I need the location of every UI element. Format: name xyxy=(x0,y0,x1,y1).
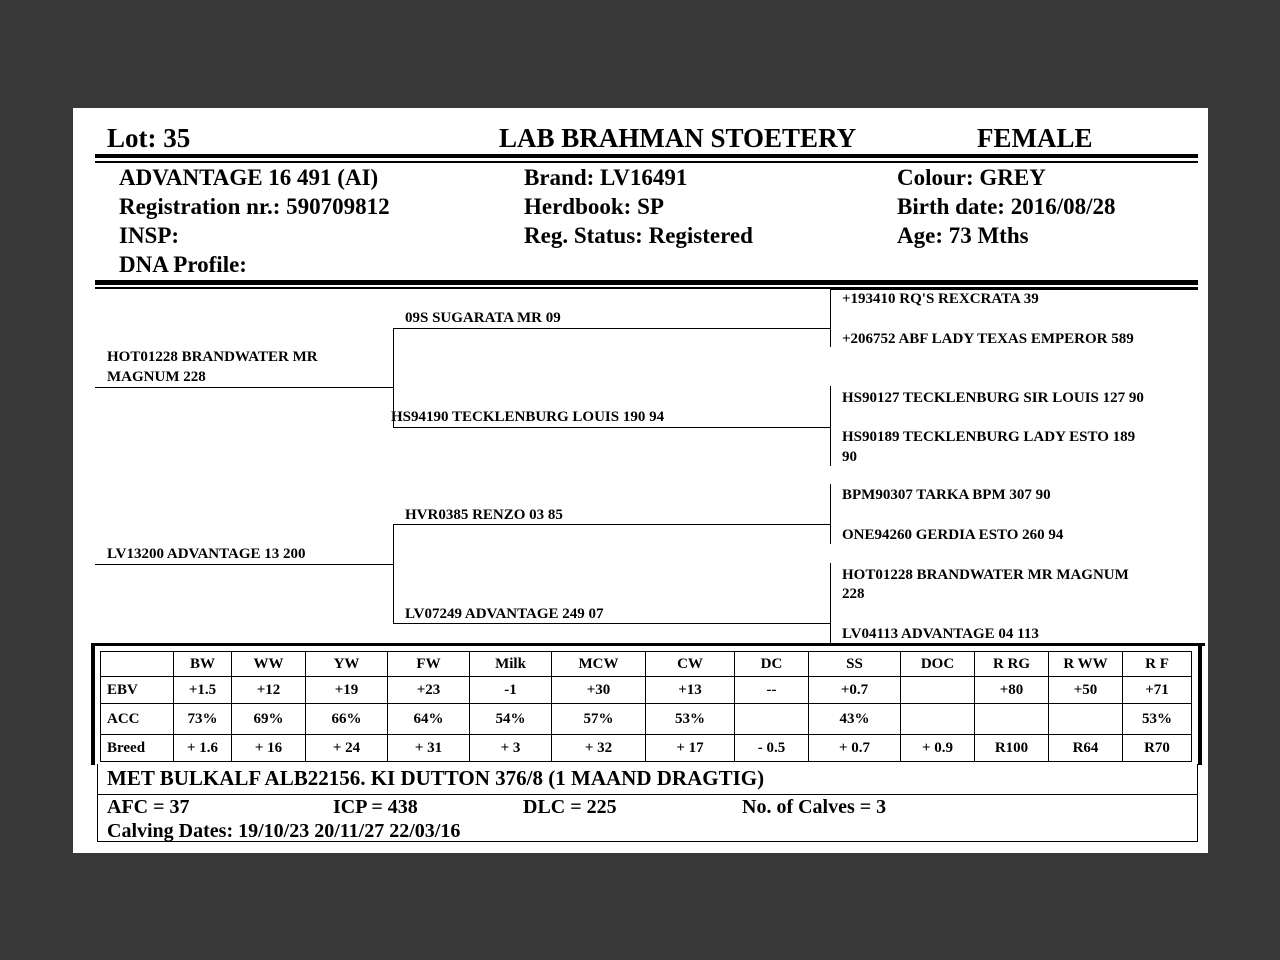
ebv-header-cell: WW xyxy=(232,652,306,677)
ebv-header-cell: SS xyxy=(809,652,901,677)
ebv-table xyxy=(100,651,1192,762)
breed-cell: + 1.6 xyxy=(174,735,232,762)
afc-value: AFC = 37 xyxy=(107,796,190,818)
breed-cell: + 0.7 xyxy=(809,735,901,762)
ebv-cell: +1.5 xyxy=(174,677,232,704)
ebv-cell: -1 xyxy=(470,677,552,704)
breed-cell: R64 xyxy=(1049,735,1123,762)
acc-cell: 53% xyxy=(646,704,735,735)
remark-note: MET BULKALF ALB22156. KI DUTTON 376/8 (1 MAAND DRAGTIG) xyxy=(107,766,765,790)
dam-bracket xyxy=(393,524,394,624)
ebv-cell: +50 xyxy=(1049,677,1123,704)
breed-cell: + 31 xyxy=(388,735,470,762)
dam-sire-bracket xyxy=(830,484,831,544)
age-label: Age: 73 Mths xyxy=(897,223,1029,248)
breed-cell: + 24 xyxy=(306,735,388,762)
colour-label: Colour: GREY xyxy=(897,165,1046,190)
footer-divider xyxy=(97,794,1198,795)
ebv-header-cell: FW xyxy=(388,652,470,677)
pedigree-sdd-line-2: 90 xyxy=(842,449,857,465)
acc-cell: 54% xyxy=(470,704,552,735)
lot-number: Lot: 35 xyxy=(107,123,191,153)
ebv-cell: +13 xyxy=(646,677,735,704)
acc-row-label: ACC xyxy=(101,704,174,735)
sire-dam-connector xyxy=(393,427,830,428)
dna-profile-label: DNA Profile: xyxy=(119,252,247,277)
reg-status-label: Reg. Status: Registered xyxy=(524,223,753,248)
dam-dam-connector xyxy=(393,623,830,624)
breed-row-label: Breed xyxy=(101,735,174,762)
ebv-cell: +80 xyxy=(975,677,1049,704)
breed-cell: + 32 xyxy=(552,735,646,762)
sex-label: FEMALE xyxy=(977,123,1093,153)
dlc-value: DLC = 225 xyxy=(523,796,617,818)
sire-dam-bracket xyxy=(830,386,831,466)
sire-sire-connector xyxy=(393,328,830,329)
pedigree-dam-dam: LV07249 ADVANTAGE 249 07 xyxy=(405,606,604,622)
ebv-header-cell: R RG xyxy=(975,652,1049,677)
ebv-cell: +30 xyxy=(552,677,646,704)
sire-sire-bracket xyxy=(830,289,831,347)
lot-card xyxy=(73,108,1208,853)
acc-cell xyxy=(901,704,975,735)
ebv-frame-top xyxy=(91,643,1205,646)
ebv-cell: +0.7 xyxy=(809,677,901,704)
acc-cell xyxy=(735,704,809,735)
breed-cell: R100 xyxy=(975,735,1049,762)
pedigree-dam: LV13200 ADVANTAGE 13 200 xyxy=(107,546,306,562)
dam-dam-bracket xyxy=(830,563,831,643)
ebv-row-label: EBV xyxy=(101,677,174,704)
acc-cell: 69% xyxy=(232,704,306,735)
header-rule-thin xyxy=(95,161,1198,163)
animal-name: ADVANTAGE 16 491 (AI) xyxy=(119,165,379,190)
ebv-header-cell: YW xyxy=(306,652,388,677)
ebv-frame-right xyxy=(1198,643,1202,765)
breed-cell: + 3 xyxy=(470,735,552,762)
gg-top-rule xyxy=(830,289,1198,290)
ebv-cell: +71 xyxy=(1123,677,1192,704)
insp-label: INSP: xyxy=(119,223,180,248)
acc-cell: 53% xyxy=(1123,704,1192,735)
dam-connector xyxy=(95,564,393,565)
pedigree-ssd: +206752 ABF LADY TEXAS EMPEROR 589 xyxy=(842,331,1134,347)
pedigree-sire-line-1: HOT01228 BRANDWATER MR xyxy=(107,349,318,365)
info-rule-thick xyxy=(95,280,1198,285)
brand-label: Brand: LV16491 xyxy=(524,165,688,190)
pedigree-dss: BPM90307 TARKA BPM 307 90 xyxy=(842,487,1051,503)
ebv-cell: +12 xyxy=(232,677,306,704)
breed-cell: - 0.5 xyxy=(735,735,809,762)
acc-cell: 57% xyxy=(552,704,646,735)
birth-date-label: Birth date: 2016/08/28 xyxy=(897,194,1116,219)
calves-count: No. of Calves = 3 xyxy=(742,796,887,818)
acc-cell xyxy=(1049,704,1123,735)
ebv-frame-left xyxy=(91,643,95,765)
registration-number: Registration nr.: 590709812 xyxy=(119,194,390,219)
ebv-cell: +23 xyxy=(388,677,470,704)
acc-row xyxy=(101,704,1192,735)
breed-cell: + 17 xyxy=(646,735,735,762)
breed-cell: + 0.9 xyxy=(901,735,975,762)
breeder-name: LAB BRAHMAN STOETERY xyxy=(499,123,857,153)
acc-cell: 73% xyxy=(174,704,232,735)
acc-cell: 66% xyxy=(306,704,388,735)
pedigree-sdd-line-1: HS90189 TECKLENBURG LADY ESTO 189 xyxy=(842,429,1136,445)
ebv-header-cell: DOC xyxy=(901,652,975,677)
header-rule-thick xyxy=(95,154,1198,158)
herdbook-label: Herdbook: SP xyxy=(524,194,664,219)
pedigree-sire-sire: 09S SUGARATA MR 09 xyxy=(405,310,561,326)
acc-cell xyxy=(975,704,1049,735)
ebv-cell: -- xyxy=(735,677,809,704)
ebv-header-cell: R WW xyxy=(1049,652,1123,677)
ebv-header-row xyxy=(101,652,1192,677)
sire-connector xyxy=(95,387,393,388)
pedigree-sss: +193410 RQ'S REXCRATA 39 xyxy=(842,291,1039,307)
ebv-row xyxy=(101,677,1192,704)
pedigree-dsd: ONE94260 GERDIA ESTO 260 94 xyxy=(842,527,1064,543)
pedigree-dam-sire: HVR0385 RENZO 03 85 xyxy=(405,507,563,523)
ebv-header-cell xyxy=(101,652,174,677)
ebv-header-cell: Milk xyxy=(470,652,552,677)
ebv-header-cell: R F xyxy=(1123,652,1192,677)
pedigree-sds: HS90127 TECKLENBURG SIR LOUIS 127 90 xyxy=(842,390,1144,406)
icp-value: ICP = 438 xyxy=(333,796,418,818)
ebv-header-cell: BW xyxy=(174,652,232,677)
pedigree-ddd: LV04113 ADVANTAGE 04 113 xyxy=(842,626,1039,642)
ebv-header-cell: MCW xyxy=(552,652,646,677)
breed-cell: R70 xyxy=(1123,735,1192,762)
breed-cell: + 16 xyxy=(232,735,306,762)
acc-cell: 43% xyxy=(809,704,901,735)
pedigree-sire-dam: HS94190 TECKLENBURG LOUIS 190 94 xyxy=(391,409,665,425)
pedigree-sire-line-2: MAGNUM 228 xyxy=(107,369,206,385)
ebv-cell: +19 xyxy=(306,677,388,704)
ebv-header-cell: CW xyxy=(646,652,735,677)
pedigree-dds-line-2: 228 xyxy=(842,586,865,602)
pedigree-dds-line-1: HOT01228 BRANDWATER MR MAGNUM xyxy=(842,567,1129,583)
calving-dates: Calving Dates: 19/10/23 20/11/27 22/03/16 xyxy=(107,820,461,842)
ebv-header-cell: DC xyxy=(735,652,809,677)
dam-sire-connector xyxy=(393,524,830,525)
ebv-cell xyxy=(901,677,975,704)
breed-row xyxy=(101,735,1192,762)
acc-cell: 64% xyxy=(388,704,470,735)
